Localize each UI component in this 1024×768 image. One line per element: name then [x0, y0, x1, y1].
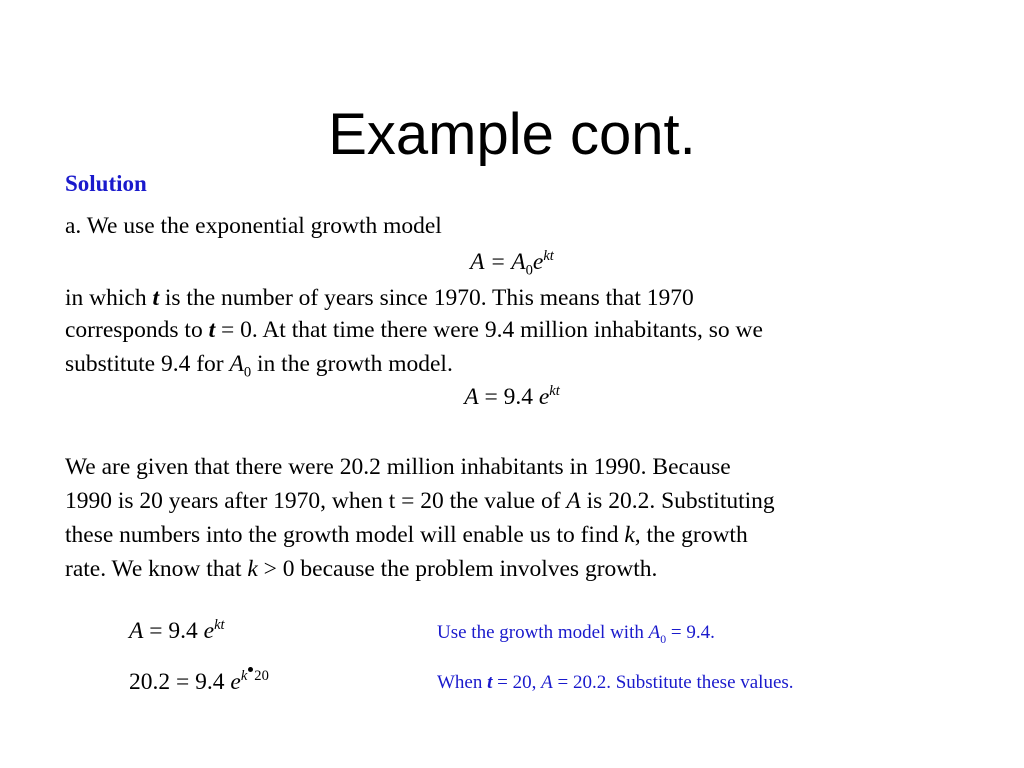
- paragraph1-line1: [65, 284, 694, 312]
- paragraph1-line2: [65, 316, 763, 344]
- step2-note: [437, 672, 794, 694]
- text: substitute 9.4 for: [65, 351, 230, 377]
- eq-lhs: A: [129, 618, 144, 644]
- text: rate. We know that: [65, 556, 248, 582]
- text: Use the growth model with: [437, 622, 649, 643]
- eq-exp: kt: [214, 617, 225, 634]
- eq-exp: kt: [549, 383, 560, 400]
- text: these numbers into the growth model will enable us to find: [65, 522, 625, 548]
- var-A: A: [566, 488, 581, 514]
- text: , the growth: [634, 522, 748, 548]
- eq-mid: = 9.4: [478, 384, 539, 410]
- exp-k: k: [240, 668, 248, 684]
- var-A: A: [229, 351, 244, 377]
- text: We are given that there were 20.2 million inhabitants in 1990. Because: [65, 454, 731, 480]
- solution-heading: Solution: [65, 171, 147, 196]
- eq-base: e: [230, 668, 241, 695]
- eq-base: e: [532, 249, 544, 275]
- var-t: t: [208, 317, 216, 343]
- eq-base: e: [203, 618, 215, 644]
- text: in the growth model.: [251, 351, 453, 377]
- exp-n: 20: [254, 668, 269, 684]
- eq-exp: [241, 668, 269, 684]
- text: = 0. At that time there were 9.4 million inhabitants, so we: [215, 317, 763, 343]
- text: is the number of years since 1970. This means that 1970: [159, 285, 694, 311]
- substituted-model-equation: [0, 383, 1024, 411]
- var-t: t: [487, 672, 493, 693]
- intro-text: a. We use the exponential growth model: [65, 213, 442, 239]
- text: When: [437, 672, 488, 693]
- sub-0: 0: [243, 364, 252, 381]
- slide-title: Example cont.: [328, 102, 696, 167]
- paragraph2-line2: [65, 487, 775, 515]
- step1-equation: [129, 617, 225, 645]
- eq-base: e: [538, 384, 550, 410]
- paragraph2-line3: [65, 521, 748, 549]
- var-A: A: [648, 622, 661, 643]
- intro-line: [65, 212, 442, 240]
- text: is 20.2. Substituting: [580, 488, 775, 514]
- eq-exp: kt: [543, 248, 554, 265]
- growth-model-equation: [0, 248, 1024, 279]
- var-t: t: [152, 285, 159, 311]
- multiply-dot-icon: [248, 667, 253, 672]
- text: 1990 is 20 years after 1970, when t = 20 the value of: [65, 488, 567, 514]
- text: = 20.2. Substitute these values.: [552, 672, 794, 693]
- text: = 20,: [492, 672, 542, 693]
- text: = 9.4.: [666, 622, 715, 643]
- text: corresponds to: [65, 317, 209, 343]
- var-k: k: [624, 522, 635, 548]
- paragraph1-line3: [65, 350, 453, 381]
- step2-equation: [129, 667, 269, 696]
- var-k: k: [247, 556, 258, 582]
- eq-lhs: 20.2 = 9.4: [129, 668, 231, 695]
- eq-sub: 0: [525, 262, 533, 279]
- text: in which: [65, 285, 153, 311]
- var-A: A: [541, 672, 553, 693]
- paragraph2-line4: [65, 555, 657, 583]
- step1-note: [437, 622, 715, 644]
- eq-lhs: A: [464, 384, 479, 410]
- text: > 0 because the problem involves growth.: [257, 556, 658, 582]
- eq-lhs: A = A: [470, 249, 526, 275]
- eq-mid: = 9.4: [143, 618, 204, 644]
- paragraph2-line1: [65, 453, 731, 481]
- sub-0: 0: [660, 632, 667, 646]
